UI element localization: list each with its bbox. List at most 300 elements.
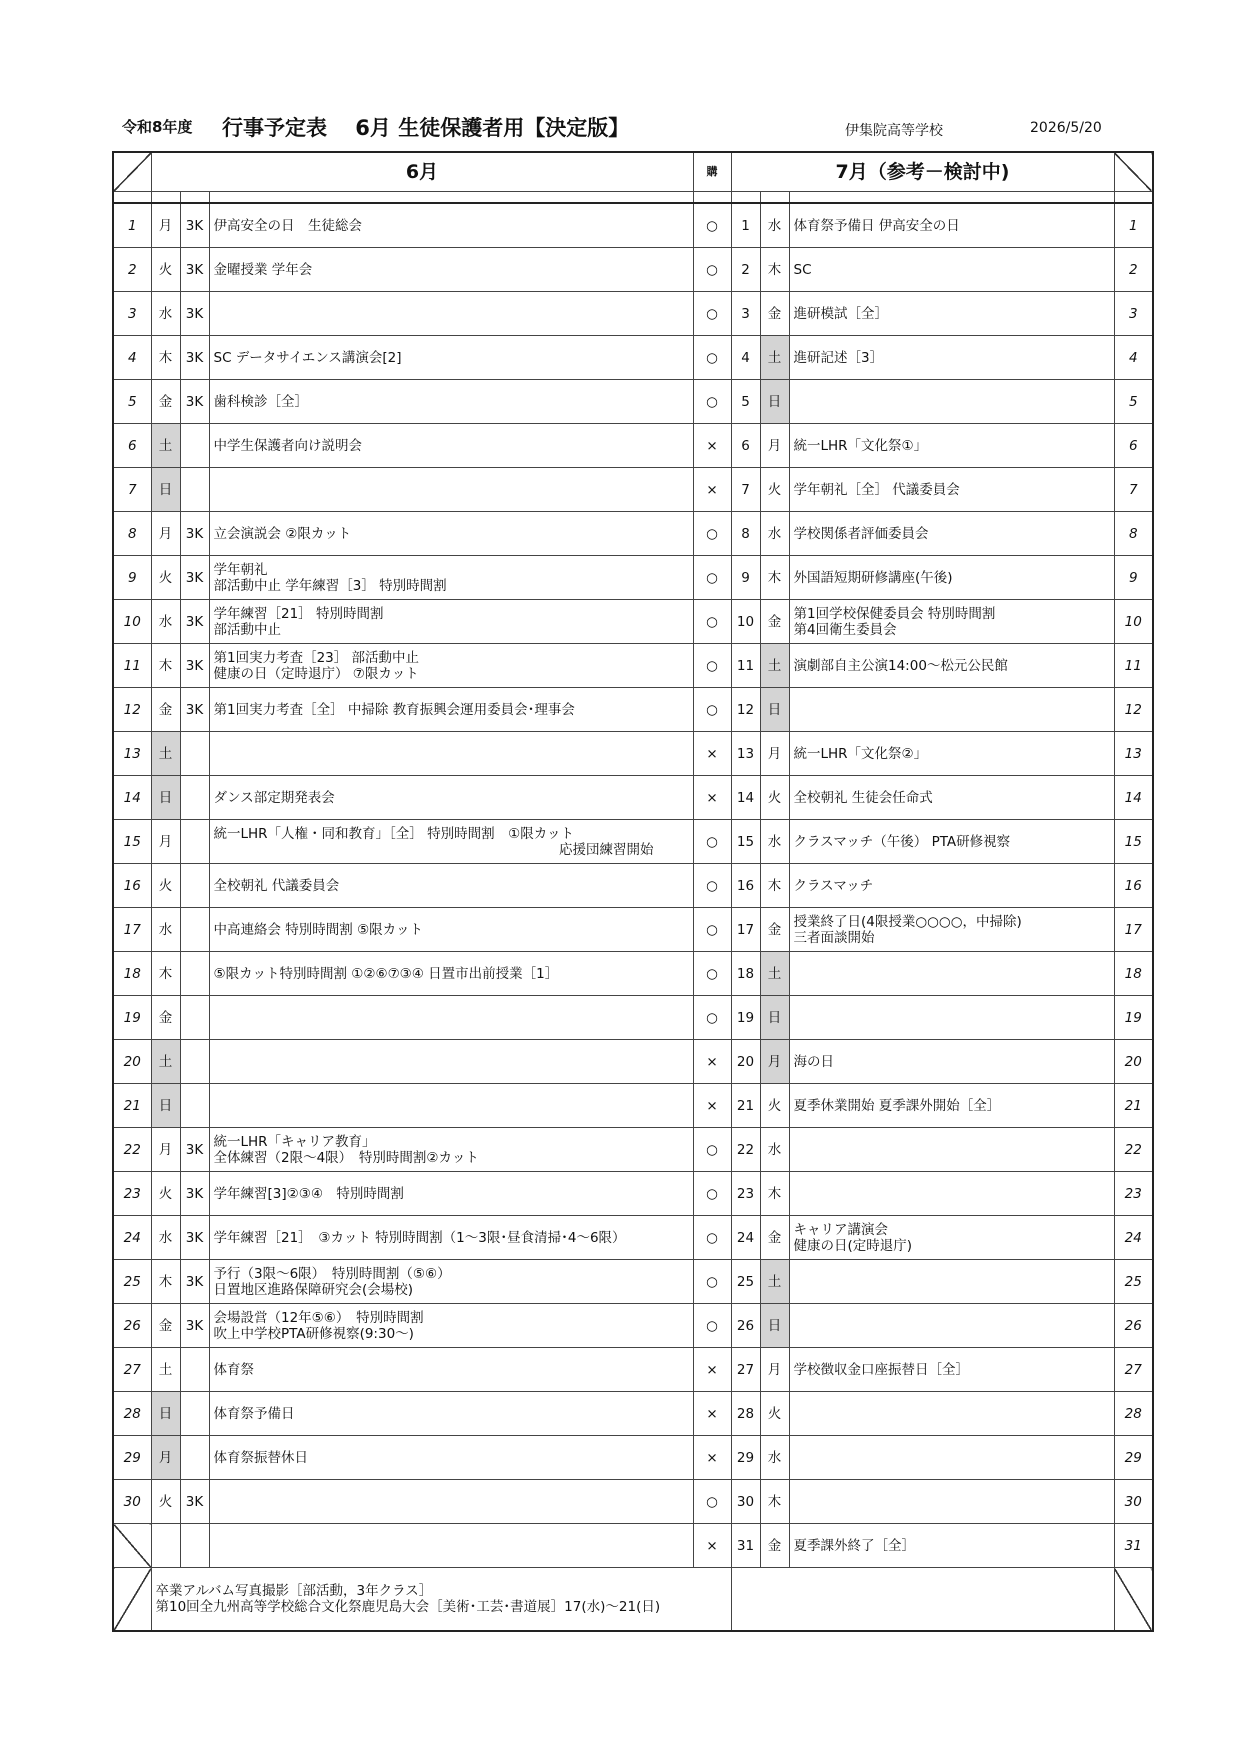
july-weekday: 水: [760, 203, 789, 248]
july-weekday: 月: [760, 732, 789, 776]
june-event-line: 応援団練習開始: [559, 841, 654, 858]
june-day-number: 27: [113, 1348, 151, 1392]
july-header: 7月（参考－検討中): [731, 152, 1114, 192]
june-event: [209, 1216, 693, 1260]
corner-cell-right: [1114, 152, 1153, 192]
july-weekday: 火: [760, 1392, 789, 1436]
row-number-right: 15: [1114, 820, 1153, 864]
june-day-number: 24: [113, 1216, 151, 1260]
july-event-line: クラスマッチ（午後） PTA研修視察: [793, 833, 1011, 850]
table-row: [113, 732, 1153, 776]
june-event: [209, 248, 693, 292]
july-weekday: 金: [760, 1216, 789, 1260]
june-weekday: 水: [151, 908, 180, 952]
table-row: [113, 1480, 1153, 1524]
july-event: [789, 732, 1114, 776]
july-event-line: 演劇部自主公演14:00～松元公民館: [793, 657, 1008, 674]
third-year-class-mark: 3K: [180, 380, 209, 424]
july-event-line: 学校関係者評価委員会: [793, 525, 929, 542]
june-event: [209, 732, 693, 776]
page-title: 行事予定表 6月 生徒保護者用【決定版】: [222, 116, 630, 140]
july-weekday: 水: [760, 1436, 789, 1480]
purchase-mark: ○: [693, 952, 731, 996]
june-weekday: 月: [151, 1436, 180, 1480]
june-day-number: 13: [113, 732, 151, 776]
purchase-mark: ×: [693, 1392, 731, 1436]
purchase-mark: ○: [693, 556, 731, 600]
corner-cell-left: [113, 152, 151, 192]
july-day-number: 9: [731, 556, 760, 600]
july-event: [789, 688, 1114, 732]
kou-header: 購: [693, 152, 731, 192]
june-weekday: 火: [151, 1480, 180, 1524]
row-number-right: 30: [1114, 1480, 1153, 1524]
july-event-line: 第1回学校保健委員会 特別時間割: [793, 605, 996, 622]
june-day-number: 25: [113, 1260, 151, 1304]
july-weekday: 月: [760, 1348, 789, 1392]
june-day-number: 12: [113, 688, 151, 732]
table-row: [113, 864, 1153, 908]
june-event-line: 吹上中学校PTA研修視察(9:30～): [213, 1325, 414, 1342]
july-day-number: 8: [731, 512, 760, 556]
purchase-mark: ○: [693, 248, 731, 292]
july-weekday: 水: [760, 1128, 789, 1172]
row-number-right: 22: [1114, 1128, 1153, 1172]
july-day-number: 12: [731, 688, 760, 732]
row-number-right: 20: [1114, 1040, 1153, 1084]
table-row: [113, 512, 1153, 556]
third-year-class-mark: [180, 1040, 209, 1084]
july-event-line: 学校徴収金口座振替日［全］: [793, 1361, 969, 1378]
june-event: [209, 1392, 693, 1436]
june-weekday: 月: [151, 820, 180, 864]
june-day-number: 4: [113, 336, 151, 380]
june-weekday: 火: [151, 248, 180, 292]
june-weekday: 土: [151, 1040, 180, 1084]
june-weekday: 金: [151, 380, 180, 424]
july-event: [789, 996, 1114, 1040]
june-event: [209, 600, 693, 644]
july-event: [789, 512, 1114, 556]
july-day-number: 1: [731, 203, 760, 248]
june-event: [209, 292, 693, 336]
third-year-class-mark: 3K: [180, 1216, 209, 1260]
june-event-line: 統一LHR「キャリア教育」: [213, 1133, 376, 1150]
july-event: [789, 820, 1114, 864]
june-day-number: 8: [113, 512, 151, 556]
july-weekday: 月: [760, 1040, 789, 1084]
table-row: [113, 644, 1153, 688]
july-event: [789, 1436, 1114, 1480]
row-number-right: 16: [1114, 864, 1153, 908]
july-event: [789, 1480, 1114, 1524]
third-year-class-mark: 3K: [180, 1260, 209, 1304]
june-event-line: 学年練習[3]②③④ 特別時間割: [213, 1185, 404, 1202]
july-weekday: 木: [760, 864, 789, 908]
purchase-mark: ×: [693, 1524, 731, 1568]
june-day-number: 14: [113, 776, 151, 820]
third-year-class-mark: [180, 1392, 209, 1436]
june-event-line: 体育祭振替休日: [213, 1449, 308, 1466]
third-year-class-mark: [180, 424, 209, 468]
row-number-right: 10: [1114, 600, 1153, 644]
june-event-line: 第1回実力考査［全］ 中掃除 教育振興会運用委員会･理事会: [213, 701, 575, 718]
june-weekday: 金: [151, 996, 180, 1040]
june-event-line: 部活動中止: [213, 621, 281, 638]
june-event: [209, 1128, 693, 1172]
june-event-line: 歯科検診［全］: [213, 393, 308, 410]
table-row: [113, 1436, 1153, 1480]
july-event-line: キャリア講演会: [793, 1221, 888, 1238]
june-event: [209, 1348, 693, 1392]
july-day-number: 26: [731, 1304, 760, 1348]
july-event: [789, 864, 1114, 908]
june-event: [209, 380, 693, 424]
table-row: [113, 468, 1153, 512]
june-weekday: 月: [151, 1128, 180, 1172]
june-event: [209, 556, 693, 600]
june-event-line: 金曜授業 学年会: [213, 261, 313, 278]
third-year-class-mark: 3K: [180, 1304, 209, 1348]
june-weekday: 日: [151, 1084, 180, 1128]
footer-corner-right: [1114, 1568, 1153, 1632]
table-row: [113, 1128, 1153, 1172]
june-day-number: 17: [113, 908, 151, 952]
june-event: [209, 776, 693, 820]
july-day-number: 13: [731, 732, 760, 776]
june-event: [209, 1084, 693, 1128]
july-day-number: 15: [731, 820, 760, 864]
july-event: [789, 1304, 1114, 1348]
june-weekday: 金: [151, 688, 180, 732]
june-weekday: 土: [151, 732, 180, 776]
july-event-line: 体育祭予備日 伊高安全の日: [793, 217, 960, 234]
row-number-right: 25: [1114, 1260, 1153, 1304]
row-number-right: 26: [1114, 1304, 1153, 1348]
july-weekday: 金: [760, 1524, 789, 1568]
row-number-right: 6: [1114, 424, 1153, 468]
table-row: [113, 996, 1153, 1040]
june-event: [209, 1304, 693, 1348]
june-event-line: 立会演説会 ②限カット: [213, 525, 352, 542]
row-number-right: 18: [1114, 952, 1153, 996]
third-year-class-mark: 3K: [180, 1128, 209, 1172]
july-event: [789, 1216, 1114, 1260]
june-event: [209, 1480, 693, 1524]
june-event: [209, 820, 693, 864]
row-number-right: 27: [1114, 1348, 1153, 1392]
june-weekday: 月: [151, 512, 180, 556]
table-row: [113, 424, 1153, 468]
july-event: [789, 600, 1114, 644]
june-event: [209, 468, 693, 512]
table-row: [113, 952, 1153, 996]
july-event-line: 外国語短期研修講座(午後): [793, 569, 953, 586]
july-event-line: 夏季休業開始 夏季課外開始［全］: [793, 1097, 1001, 1114]
purchase-mark: ○: [693, 688, 731, 732]
row-number-right: 31: [1114, 1524, 1153, 1568]
july-day-number: 16: [731, 864, 760, 908]
july-day-number: 10: [731, 600, 760, 644]
june-event: [209, 424, 693, 468]
table-row: [113, 1304, 1153, 1348]
third-year-class-mark: 3K: [180, 644, 209, 688]
july-weekday: 木: [760, 556, 789, 600]
row-number-right: 13: [1114, 732, 1153, 776]
june-weekday: 火: [151, 556, 180, 600]
purchase-mark: ×: [693, 1436, 731, 1480]
june-event-line: 中高連絡会 特別時間割 ⑤限カット: [213, 921, 424, 938]
row-number-right: 21: [1114, 1084, 1153, 1128]
third-year-class-mark: [180, 820, 209, 864]
row-number-right: 4: [1114, 336, 1153, 380]
purchase-mark: ○: [693, 1480, 731, 1524]
third-year-class-mark: 3K: [180, 556, 209, 600]
june-event-line: 伊高安全の日 生徒総会: [213, 217, 362, 234]
july-day-number: 23: [731, 1172, 760, 1216]
table-row: [113, 1524, 1153, 1568]
june-weekday: 火: [151, 864, 180, 908]
june-event: [209, 864, 693, 908]
purchase-mark: ○: [693, 336, 731, 380]
purchase-mark: ○: [693, 864, 731, 908]
july-event: [789, 1084, 1114, 1128]
july-event: [789, 1392, 1114, 1436]
third-year-class-mark: 3K: [180, 512, 209, 556]
june-day-number: 5: [113, 380, 151, 424]
row-number-right: 5: [1114, 380, 1153, 424]
purchase-mark: ○: [693, 996, 731, 1040]
june-event-line: SC データサイエンス講演会[2]: [213, 349, 402, 366]
july-event: [789, 1128, 1114, 1172]
purchase-mark: ○: [693, 1304, 731, 1348]
june-weekday: 金: [151, 1304, 180, 1348]
june-event: [209, 688, 693, 732]
third-year-class-mark: [180, 952, 209, 996]
july-event: [789, 248, 1114, 292]
june-event: [209, 1040, 693, 1084]
row-number-right: 24: [1114, 1216, 1153, 1260]
third-year-class-mark: 3K: [180, 688, 209, 732]
table-row: [113, 1040, 1153, 1084]
row-number-right: 11: [1114, 644, 1153, 688]
july-day-number: 17: [731, 908, 760, 952]
june-event-line: 全体練習（2限～4限） 特別時間割②カット: [213, 1149, 479, 1166]
june-event-line: 中学生保護者向け説明会: [213, 437, 362, 454]
footer-july-blank: [731, 1568, 1114, 1632]
table-row: [113, 1216, 1153, 1260]
purchase-mark: ○: [693, 203, 731, 248]
july-event: [789, 1040, 1114, 1084]
july-weekday: 木: [760, 248, 789, 292]
june-weekday: 木: [151, 1260, 180, 1304]
third-year-class-mark: [180, 1436, 209, 1480]
june-event-line: 健康の日（定時退庁） ⑦限カット: [213, 665, 419, 682]
july-event-line: 進研模試［全］: [793, 305, 888, 322]
footer-corner-left: [113, 1568, 151, 1632]
footer-row: [113, 1568, 1153, 1632]
purchase-mark: ×: [693, 732, 731, 776]
july-event: [789, 644, 1114, 688]
row-number-right: 29: [1114, 1436, 1153, 1480]
july-event-line: 第4回衛生委員会: [793, 621, 897, 638]
june-header: 6月: [151, 152, 693, 192]
june-event: [209, 1260, 693, 1304]
table-row: [113, 1172, 1153, 1216]
july-event-line: 授業終了日(4限授業○○○○，中掃除): [793, 913, 1022, 930]
june-weekday: 日: [151, 468, 180, 512]
june-event-line: 全校朝礼 代議委員会: [213, 877, 340, 894]
june-day-number: 11: [113, 644, 151, 688]
july-event: [789, 1524, 1114, 1568]
third-year-class-mark: [180, 1084, 209, 1128]
june-event-line: 部活動中止 学年練習［3］ 特別時間割: [213, 577, 447, 594]
july-day-number: 27: [731, 1348, 760, 1392]
table-row: [113, 776, 1153, 820]
july-event-line: 海の日: [793, 1053, 834, 1070]
june-event-line: 予行（3限～6限） 特別時間割（⑤⑥）: [213, 1265, 451, 1282]
june-weekday: 日: [151, 776, 180, 820]
table-row: [113, 203, 1153, 248]
june-day-number: 16: [113, 864, 151, 908]
third-year-class-mark: 3K: [180, 292, 209, 336]
row-number-right: 8: [1114, 512, 1153, 556]
july-event: [789, 292, 1114, 336]
june-day-number: 21: [113, 1084, 151, 1128]
third-year-class-mark: [180, 468, 209, 512]
july-day-number: 11: [731, 644, 760, 688]
july-event-line: 全校朝礼 生徒会任命式: [793, 789, 933, 806]
july-day-number: 24: [731, 1216, 760, 1260]
third-year-class-mark: 3K: [180, 203, 209, 248]
purchase-mark: ○: [693, 600, 731, 644]
june-weekday: 木: [151, 644, 180, 688]
july-event: [789, 1172, 1114, 1216]
july-weekday: 金: [760, 908, 789, 952]
row-number-right: 2: [1114, 248, 1153, 292]
july-weekday: 土: [760, 336, 789, 380]
july-event: [789, 1260, 1114, 1304]
july-event: [789, 336, 1114, 380]
third-year-class-mark: [180, 864, 209, 908]
july-weekday: 日: [760, 1304, 789, 1348]
june-day-number: 10: [113, 600, 151, 644]
july-weekday: 水: [760, 820, 789, 864]
table-row: [113, 600, 1153, 644]
july-event: [789, 468, 1114, 512]
june-event-line: 学年練習［21］ 特別時間割: [213, 605, 384, 622]
purchase-mark: ○: [693, 292, 731, 336]
june-day-number: 26: [113, 1304, 151, 1348]
july-day-number: 18: [731, 952, 760, 996]
third-year-class-mark: [180, 996, 209, 1040]
purchase-mark: ○: [693, 512, 731, 556]
third-year-class-mark: 3K: [180, 336, 209, 380]
third-year-class-mark: 3K: [180, 248, 209, 292]
july-day-number: 6: [731, 424, 760, 468]
july-event-line: SC: [793, 261, 812, 278]
june-event: [209, 1436, 693, 1480]
june-weekday: 土: [151, 1348, 180, 1392]
row-number-right: 19: [1114, 996, 1153, 1040]
july-weekday: 月: [760, 424, 789, 468]
july-event-line: 夏季課外終了［全］: [793, 1537, 915, 1554]
july-day-number: 29: [731, 1436, 760, 1480]
purchase-mark: ○: [693, 1216, 731, 1260]
june-event: [209, 512, 693, 556]
third-year-class-mark: 3K: [180, 1172, 209, 1216]
july-event-line: クラスマッチ: [793, 877, 874, 894]
purchase-mark: ×: [693, 1040, 731, 1084]
june-weekday: 土: [151, 424, 180, 468]
row-number-right: 28: [1114, 1392, 1153, 1436]
row-number-right: 14: [1114, 776, 1153, 820]
table-row: [113, 556, 1153, 600]
purchase-mark: ×: [693, 424, 731, 468]
purchase-mark: ○: [693, 820, 731, 864]
july-weekday: 日: [760, 380, 789, 424]
june-weekday: 木: [151, 952, 180, 996]
purchase-mark: ×: [693, 1084, 731, 1128]
purchase-mark: ○: [693, 1128, 731, 1172]
table-row: [113, 688, 1153, 732]
footer-notes: [151, 1568, 731, 1632]
june-day-number: 15: [113, 820, 151, 864]
third-year-class-mark: [180, 732, 209, 776]
june-weekday: [151, 1524, 180, 1568]
july-weekday: 火: [760, 776, 789, 820]
purchase-mark: ○: [693, 380, 731, 424]
row-number-right: 17: [1114, 908, 1153, 952]
july-weekday: 木: [760, 1172, 789, 1216]
table-row: [113, 292, 1153, 336]
table-row: [113, 380, 1153, 424]
july-day-number: 4: [731, 336, 760, 380]
june-weekday: 日: [151, 1392, 180, 1436]
july-weekday: 日: [760, 688, 789, 732]
issue-date: 2026/5/20: [1030, 120, 1102, 136]
july-day-number: 31: [731, 1524, 760, 1568]
july-event: [789, 952, 1114, 996]
purchase-mark: ○: [693, 644, 731, 688]
empty-day-cell: [113, 1524, 151, 1568]
june-day-number: 9: [113, 556, 151, 600]
june-event-line: ダンス部定期発表会: [213, 789, 335, 806]
june-day-number: 28: [113, 1392, 151, 1436]
june-day-number: 6: [113, 424, 151, 468]
july-weekday: 日: [760, 996, 789, 1040]
fiscal-year: 令和8年度: [122, 118, 193, 136]
july-day-number: 25: [731, 1260, 760, 1304]
june-weekday: 木: [151, 336, 180, 380]
july-weekday: 火: [760, 468, 789, 512]
purchase-mark: ×: [693, 1348, 731, 1392]
july-event-line: 学年朝礼［全］ 代議委員会: [793, 481, 960, 498]
row-number-right: 12: [1114, 688, 1153, 732]
july-day-number: 2: [731, 248, 760, 292]
purchase-mark: ×: [693, 468, 731, 512]
row-number-right: 7: [1114, 468, 1153, 512]
june-day-number: 2: [113, 248, 151, 292]
july-day-number: 21: [731, 1084, 760, 1128]
june-event-line: 日置地区進路保障研究会(会場校): [213, 1281, 414, 1298]
july-weekday: 火: [760, 1084, 789, 1128]
purchase-mark: ○: [693, 1260, 731, 1304]
june-event-line: 学年朝礼: [213, 561, 268, 578]
table-row: [113, 820, 1153, 864]
june-day-number: 3: [113, 292, 151, 336]
school-name: 伊集院高等学校: [845, 123, 943, 139]
